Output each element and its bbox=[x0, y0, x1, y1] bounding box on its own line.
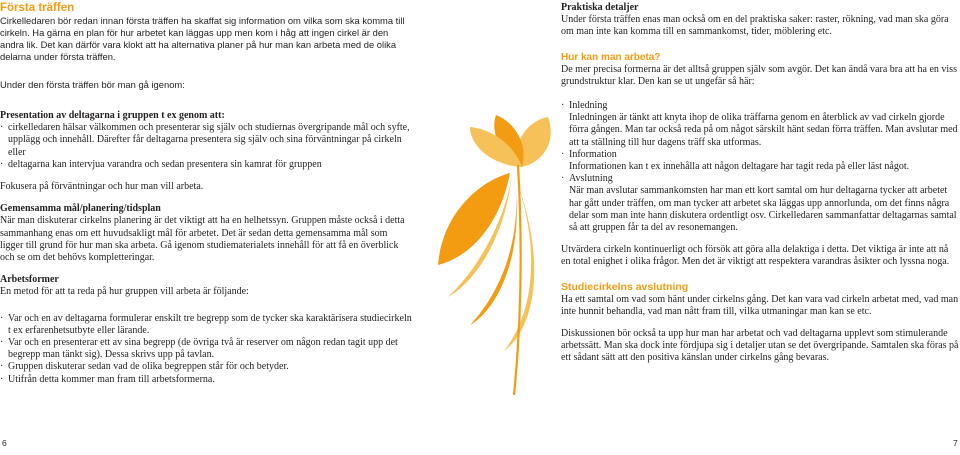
list-item: · Avslutning När man avslutar sammankomsten har man ett kort samtal om hur deltagarna tycker att arbetet har gått under träffen, om man tycker att arbetet ska läggas upp annorlunda, om det finns några delar som man inte hann diskutera ordentligt osv. Cirkelledaren sammanfattar deltagarnas samtal så att gruppen får ta del av resonemangen. bbox=[561, 173, 957, 234]
focus-text: Fokusera på förväntningar och hur man vill arbeta. bbox=[0, 181, 204, 193]
list-item: · Gruppen diskuterar sedan vad de olika begreppen står för och betyder. bbox=[0, 361, 289, 373]
list-item: · deltagarna kan intervjua varandra och sedan presentera sin kamrat för gruppen bbox=[0, 158, 322, 170]
common-goals-text: När man diskuterar cirkelns planering är det viktigt att ha en helhetssyn. Gruppen måste också i detta sammanhang enas om ett huvudsakligt mål för arbetet. Det är sedan detta gemensamma mål som ligger till grund för hur man ska arbeta. Gå igenom studiematerialets innehåll för att få en överblick och se om det behövs kompletteringar. bbox=[0, 215, 405, 264]
intro-text: Cirkelledaren bör redan innan första träffen ha skaffat sig information om vilka som ska komma till cirkeln. Ha gärna en plan för hur arbetet kan läggas upp men kom i håg att ingen cirkel är den andra lik. Det kan därför vara klokt att ha alternativa planer på hur man kan arbeta med de olika delarna under första träffen. bbox=[0, 15, 405, 62]
list-item: · Var och en av deltagarna formulerar enskilt tre begrepp som de tycker ska karaktärisera studiecirkeln t ex erfarenhetsutbyte eller lärande. bbox=[0, 312, 412, 336]
presentation-list bbox=[0, 122, 412, 171]
list-item: · Information Informationen kan t ex innehålla att någon deltagare har tagit reda på eller läst något. bbox=[561, 148, 910, 173]
list-item: · Inledning Inledningen är tänkt att knyta ihop de olika träffarna genom en återblick av vad cirkeln gjorde förra gången. Man tar också reda på om något särskilt hänt sedan förra träffen. Man avslutar med att ta ställning till hur dagens träff ska utformas. bbox=[561, 100, 958, 148]
practical-heading: Praktiska detaljer bbox=[561, 2, 639, 13]
work-forms-intro: En metod för att ta reda på hur gruppen vill arbeta är följande: bbox=[0, 286, 249, 298]
structure-list bbox=[561, 100, 959, 234]
page-number-right: 7 bbox=[953, 438, 958, 448]
butterfly-upper-wing bbox=[470, 115, 551, 167]
work-forms-list bbox=[0, 313, 412, 386]
how-heading: Hur kan man arbeta? bbox=[561, 51, 661, 63]
butterfly-icon bbox=[430, 115, 555, 405]
list-item: · cirkelledaren hälsar välkommen och presenterar sig själv och studiernas övergripande mål och syfte, upplägg och innehåll. Därefter får deltagarna presentera sig själv och sina förväntningar på cirkeln eller bbox=[0, 122, 410, 158]
practical-text: Under första träffen enas man också om en del praktiska saker: raster, rökning, vad man ska göra om man inte kan komma till en sammankomst, tider, möblering etc. bbox=[561, 14, 949, 38]
how-text: De mer precisa formerna är det alltså gruppen själv som avgör. Det kan ändå vara bra att ha en viss grundstruktur klar. Den kan se ut ungefär så här: bbox=[561, 63, 957, 87]
agenda-intro: Under den första träffen bör man gå igenom: bbox=[0, 79, 185, 90]
list-item: · Var och en presenterar ett av sina begrepp (de övriga två är reserver om någon redan tagit upp det begrepp man tänkt sig). Dessa skrivs upp på tavlan. bbox=[0, 337, 398, 361]
list-item: · Utifrån detta kommer man fram till arbetsformerna. bbox=[0, 373, 215, 385]
page-number-left: 6 bbox=[2, 438, 7, 448]
butterfly-body bbox=[514, 165, 521, 395]
end-heading: Studiecirkelns avslutning bbox=[561, 280, 689, 293]
presentation-heading: Presentation av deltagarna i gruppen t ex genom att: bbox=[0, 110, 225, 121]
end-text-1: Ha ett samtal om vad som hänt under cirkelns gång. Det kan vara vad cirkeln arbetat med, vad man inte hunnit behandla, vad man nått fram till, vilka utmaningar man kan se etc. bbox=[561, 293, 959, 317]
end-text-2: Diskussionen bör också ta upp hur man har arbetat och vad deltagarna upplevt som stimulerande arbetssätt. Man ska dock inte fördjupa sig i detaljer utan se det övergripande. Samtalen ska föras på ett sådant sätt att den positiva känslan under cirkelns gång bevaras. bbox=[561, 328, 959, 364]
right-page bbox=[561, 0, 959, 365]
common-goals-heading: Gemensamma mål/planering/tidsplan bbox=[0, 203, 161, 215]
left-page bbox=[0, 0, 412, 386]
work-forms-heading: Arbetsformer bbox=[0, 274, 59, 286]
page-title: Första träffen bbox=[0, 2, 75, 14]
evaluate-text: Utvärdera cirkeln kontinuerligt och försök att göra alla delaktiga i detta. Det viktiga är inte att nå en total enighet i olika frågor. Men det är viktigt att respektera varandras åsikter och lyssna noga. bbox=[561, 244, 950, 268]
